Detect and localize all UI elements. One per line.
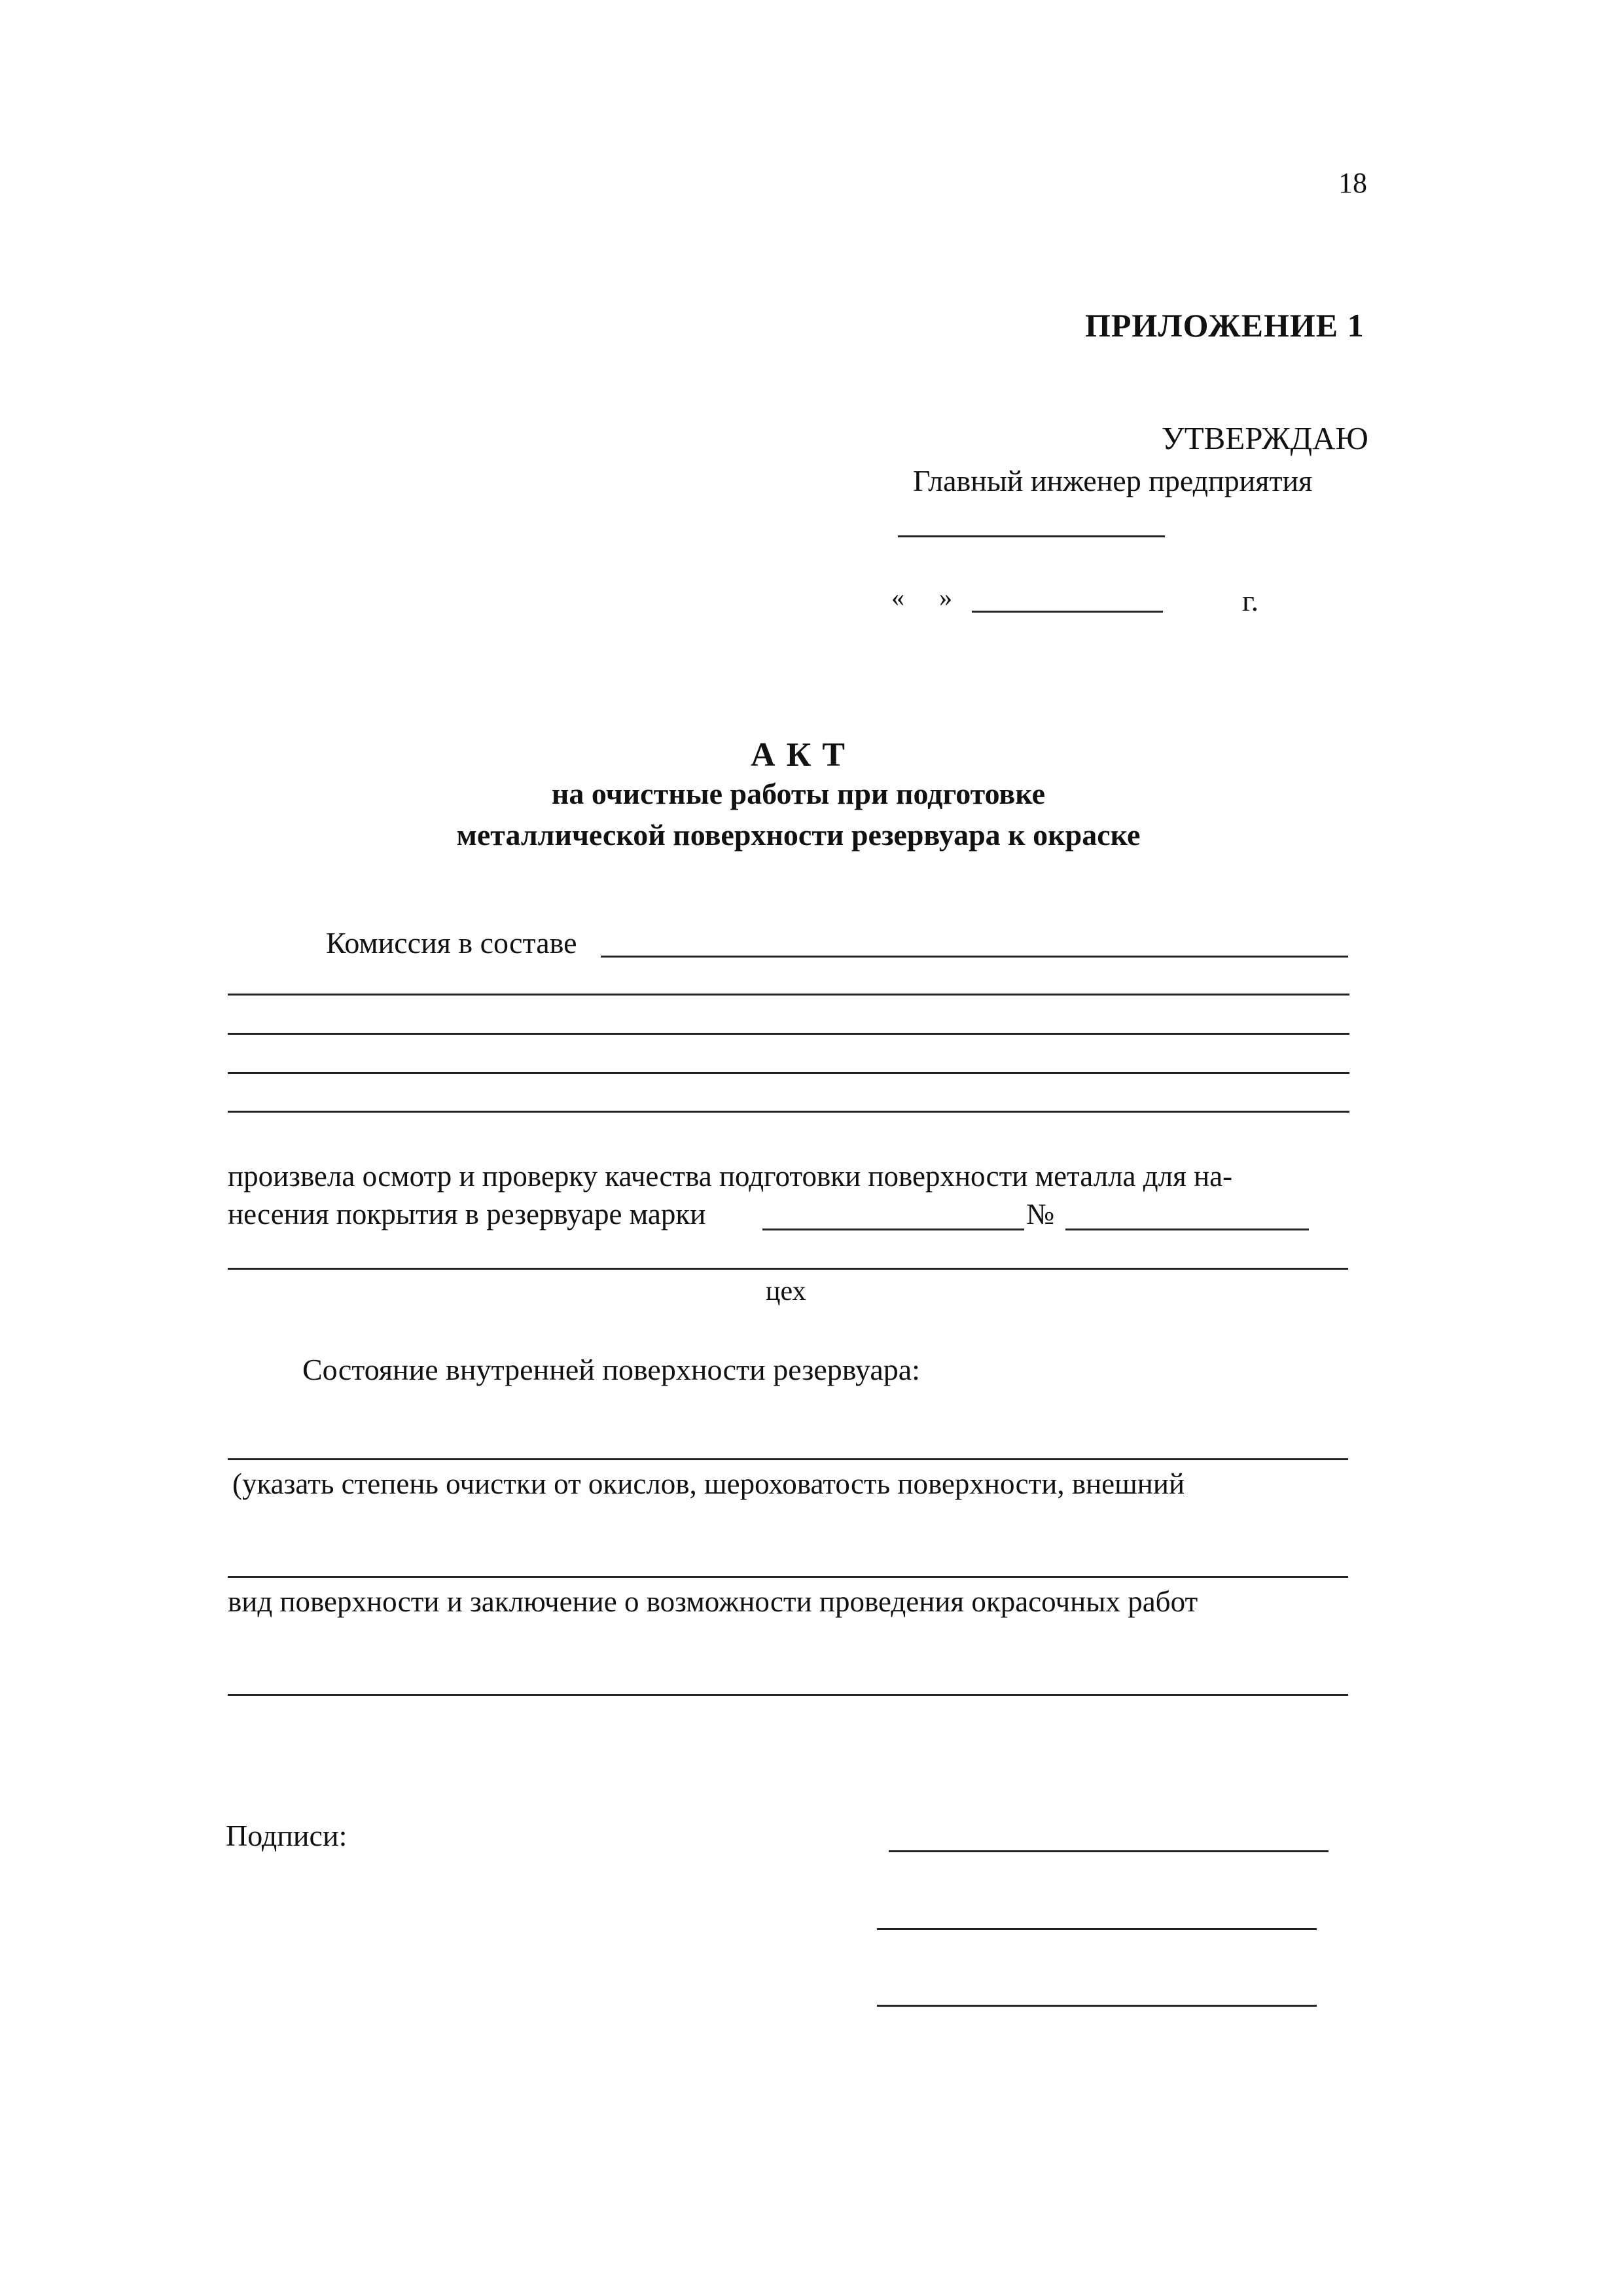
act-title: А К Т [751,736,846,774]
commission-line-5 [228,1111,1349,1113]
condition-label: Состояние внутренней поверхности резервуара: [302,1353,920,1386]
signature-line-2 [877,1928,1317,1930]
act-subtitle-line2: металлической поверхности резервуара к окраске [456,818,1141,852]
condition-line-1 [228,1458,1348,1460]
commission-line-3 [228,1033,1349,1035]
signatures-label: Подписи: [226,1819,348,1852]
approval-title: УТВЕРЖДАЮ [1162,420,1368,456]
condition-hint-1: (указать степень очистки от окислов, шероховатость поверхности, внешний [232,1467,1185,1500]
condition-hint-2: вид поверхности и заключение о возможности проведения окрасочных работ [228,1585,1198,1618]
date-close-quote: » [939,583,952,612]
tank-number-line [1065,1229,1309,1230]
appendix-heading: ПРИЛОЖЕНИЕ 1 [1085,307,1364,344]
workshop-label: цех [766,1276,806,1306]
approval-position: Главный инженер предприятия [913,464,1313,497]
workshop-line [228,1268,1348,1270]
commission-line-4 [228,1072,1349,1074]
date-year-suffix: г. [1242,584,1259,617]
signature-line-1 [889,1850,1329,1852]
date-open-quote: « [891,583,904,612]
condition-line-2 [228,1576,1348,1578]
inspection-text-line1: произвела осмотр и проверку качества подготовки поверхности металла для на- [228,1160,1233,1193]
condition-line-3 [228,1694,1348,1696]
number-sign: № [1026,1198,1054,1230]
inspection-text-line2: несения покрытия в резервуаре марки [228,1198,706,1230]
approval-signature-line [898,535,1165,537]
commission-line-1 [601,956,1348,958]
page-number: 18 [1338,167,1367,199]
tank-grade-line [762,1229,1024,1230]
commission-label: Комиссия в составе [326,926,577,960]
act-subtitle-line1: на очистные работы при подготовке [551,777,1046,810]
date-month-line [972,611,1163,613]
commission-line-2 [228,994,1349,996]
signature-line-3 [877,2005,1317,2007]
